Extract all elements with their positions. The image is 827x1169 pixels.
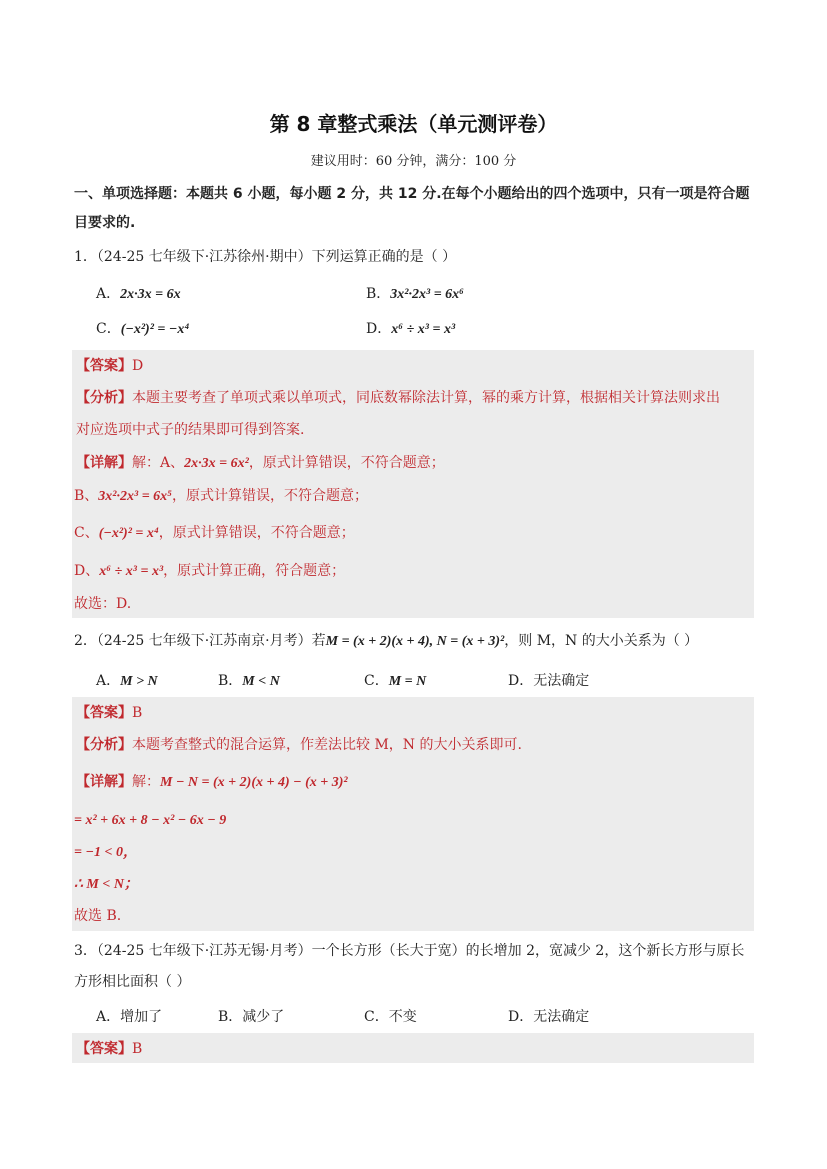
- q1-answer-box: [72, 350, 754, 618]
- option-expression: M = N: [388, 674, 427, 689]
- q3-option-a: [96, 1006, 162, 1026]
- analysis-tag: 【分析】: [76, 390, 132, 406]
- option-label: D．: [366, 321, 392, 337]
- q2-detail-step1: [76, 772, 756, 793]
- option-text: 无法确定: [533, 673, 590, 689]
- q3-answer: [76, 1039, 756, 1059]
- stem-expression: M = (x + 2)(x + 4), N = (x + 3)²: [325, 634, 505, 649]
- option-label: C．: [364, 1009, 389, 1025]
- answer-tag: 【答案】: [76, 358, 132, 374]
- option-label: A．: [96, 1009, 121, 1025]
- q2-option-a: [96, 670, 158, 690]
- detail-expression: 2x·3x = 6x²: [184, 456, 249, 471]
- detail-expression: M − N = (x + 2)(x + 4) − (x + 3)²: [160, 775, 348, 790]
- option-expression: 2x·3x = 6x: [120, 287, 181, 302]
- stem-suffix: ，则 M，N 的大小关系为（ ）: [504, 633, 699, 649]
- q2-detail-step4: ∴ M < N；: [74, 877, 138, 892]
- page-title: 第 8 章整式乘法（单元测评卷）: [269, 112, 558, 136]
- detail-expression: x⁶ ÷ x³ = x³: [99, 564, 164, 579]
- detail-prefix: 解：: [132, 774, 160, 790]
- q1-analysis-line1: [76, 388, 756, 408]
- analysis-tag: 【分析】: [76, 737, 132, 753]
- option-text: 增加了: [120, 1009, 163, 1025]
- option-label: D．: [508, 673, 534, 689]
- detail-expression: 3x²·2x³ = 6x⁵: [98, 489, 173, 504]
- analysis-text: 本题主要考查了单项式乘以单项式，同底数幂除法计算，幂的乘方计算，根据相关计算法则求出: [132, 390, 720, 406]
- q1-analysis-line2: 对应选项中式子的结果即可得到答案.: [76, 422, 305, 438]
- question-3-stem-line2: 方形相比面积（ ）: [74, 974, 191, 990]
- detail-text: ，原式计算错误，不符合题意；: [172, 488, 369, 504]
- q2-answer: [76, 703, 756, 723]
- q1-option-d: [366, 318, 455, 338]
- question-3-stem-line1: 3．（24-25 七年级下·江苏无锡·月考）一个长方形（长大于宽）的长增加 2，宽减少 2，这个新长方形与原长: [74, 943, 745, 959]
- option-text: 不变: [388, 1009, 417, 1025]
- option-label: D．: [508, 1009, 534, 1025]
- q2-detail-step3: = −1 < 0，: [74, 845, 137, 860]
- q1-detail-c: [74, 523, 754, 544]
- answer-value: D: [132, 358, 144, 374]
- detail-prefix: 解：A、: [132, 455, 185, 471]
- answer-tag: 【答案】: [76, 1041, 132, 1057]
- q3-option-b: [218, 1006, 284, 1026]
- option-expression: M < N: [242, 674, 280, 689]
- q1-option-c: [96, 318, 189, 338]
- option-expression: 3x²·2x³ = 6x⁶: [390, 287, 465, 302]
- stem-prefix: 2．（24-25 七年级下·江苏南京·月考）若: [74, 633, 326, 649]
- q1-answer: [76, 356, 756, 376]
- option-label: C．: [364, 673, 389, 689]
- detail-tag: 【详解】: [76, 774, 132, 790]
- q2-answer-box: [72, 697, 754, 931]
- section-heading-line1: 一、单项选择题：本题共 6 小题，每小题 2 分，共 12 分.在每个小题给出的四个选项中，只有一项是符合题: [74, 186, 750, 202]
- q1-detail-a: [76, 453, 756, 474]
- option-label: B．: [366, 286, 391, 302]
- detail-prefix: D、: [74, 563, 100, 579]
- answer-tag: 【答案】: [76, 705, 132, 721]
- option-text: 减少了: [242, 1009, 285, 1025]
- option-label: A．: [96, 673, 121, 689]
- q2-detail-step2: = x² + 6x + 8 − x² − 6x − 9: [74, 813, 227, 828]
- answer-value: B: [132, 1041, 143, 1057]
- page-subtitle: 建议用时：60 分钟，满分：100 分: [310, 154, 517, 169]
- q3-option-c: [364, 1006, 417, 1026]
- detail-text: ，原式计算正确，符合题意；: [163, 563, 346, 579]
- q2-option-c: [364, 670, 426, 690]
- detail-prefix: C、: [74, 525, 99, 541]
- option-label: A．: [96, 286, 121, 302]
- q1-option-b: [366, 283, 464, 303]
- option-label: B．: [218, 1009, 243, 1025]
- option-expression: x⁶ ÷ x³ = x³: [391, 322, 456, 337]
- detail-text: ，原式计算错误，不符合题意；: [158, 525, 355, 541]
- answer-value: B: [132, 705, 143, 721]
- analysis-text: 本题考查整式的混合运算，作差法比较 M，N 的大小关系即可.: [132, 737, 522, 753]
- q3-answer-box: [72, 1033, 754, 1063]
- q2-option-b: [218, 670, 280, 690]
- detail-expression: (−x²)² = x⁴: [98, 526, 159, 541]
- question-1-stem: 1．（24-25 七年级下·江苏徐州·期中）下列运算正确的是（ ）: [74, 249, 457, 265]
- option-text: 无法确定: [533, 1009, 590, 1025]
- q1-conclusion: 故选：D.: [74, 596, 132, 612]
- q1-detail-d: [74, 561, 754, 582]
- option-expression: M > N: [120, 674, 158, 689]
- question-2-stem: [74, 631, 754, 652]
- q2-conclusion: 故选 B.: [74, 908, 122, 924]
- q2-analysis: [76, 735, 756, 755]
- q2-option-d: [508, 670, 589, 690]
- option-expression: (−x²)² = −x⁴: [120, 322, 190, 337]
- q1-detail-b: [74, 486, 754, 507]
- option-label: B．: [218, 673, 243, 689]
- q1-option-a: [96, 283, 181, 303]
- option-label: C．: [96, 321, 121, 337]
- detail-tag: 【详解】: [76, 455, 132, 471]
- detail-text: ，原式计算错误，不符合题意；: [248, 455, 445, 471]
- detail-prefix: B、: [74, 488, 99, 504]
- section-heading-line2: 目要求的.: [74, 215, 136, 231]
- q3-option-d: [508, 1006, 589, 1026]
